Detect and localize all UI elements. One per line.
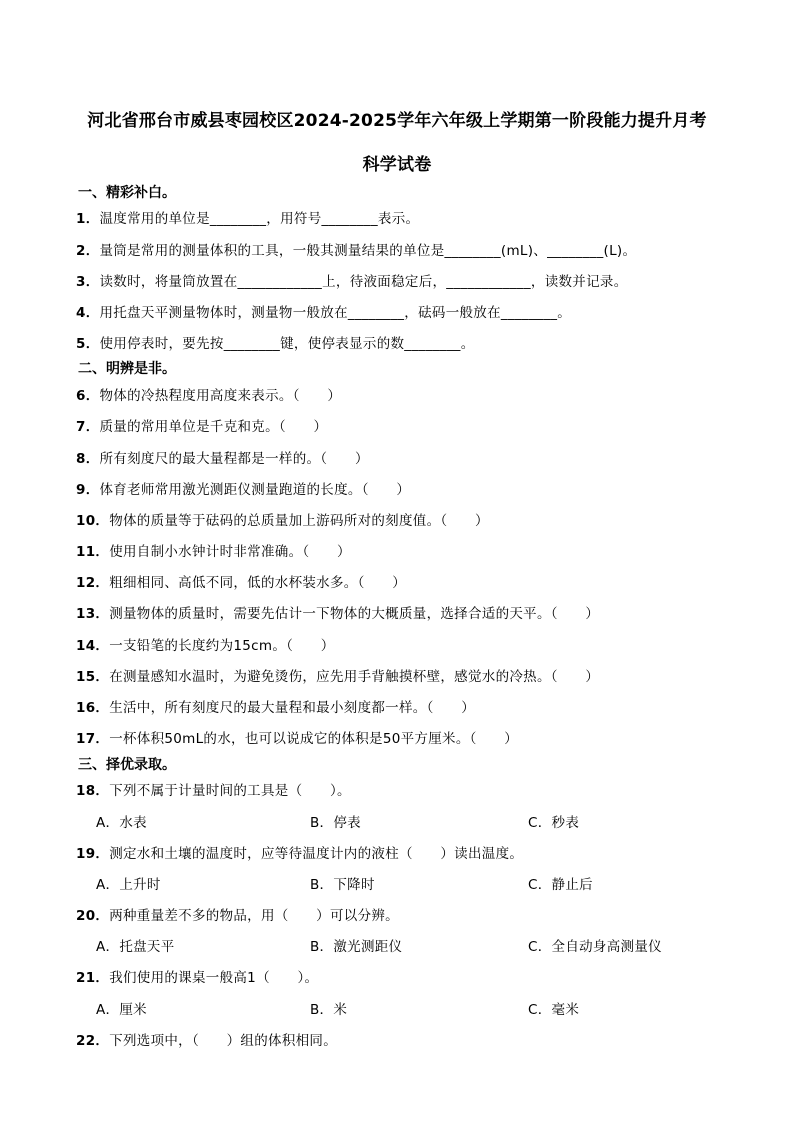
question-19 [76, 842, 523, 862]
option-b: B．米 [310, 1002, 348, 1018]
question-22 [76, 1029, 337, 1049]
question-number: 22． [76, 1033, 110, 1049]
question-text: 体育老师常用激光测距仪测量跑道的长度。（ ） [99, 482, 411, 498]
question-21 [76, 966, 318, 986]
question-20 [76, 904, 399, 924]
question-text: 在测量感知水温时，为避免烫伤，应先用手背触摸杯壁，感觉水的冷热。（ ） [109, 669, 600, 685]
question-number: 15． [76, 669, 110, 685]
option-c: C．毫米 [528, 1002, 580, 1018]
exam-title-line1: 河北省邢台市威县枣园校区2024-2025学年六年级上学期第一阶段能力提升月考 [87, 111, 707, 131]
section-multiple-choice-heading: 三、择优录取。 [78, 757, 176, 773]
question-number: 2． [76, 243, 100, 259]
question-12 [76, 571, 406, 591]
question-text: 使用自制小水钟计时非常准确。（ ） [109, 544, 351, 560]
question-number: 3． [76, 274, 100, 290]
question-number: 20． [76, 908, 110, 924]
question-1 [76, 207, 419, 227]
question-10 [76, 509, 489, 529]
question-text: 一杯体积50mL的水，也可以说成它的体积是50平方厘米。（ ） [109, 731, 519, 747]
question-13 [76, 602, 599, 622]
option-a: A．托盘天平 [96, 939, 175, 955]
question-number: 4． [76, 305, 100, 321]
question-7 [76, 415, 327, 435]
question-3 [76, 270, 628, 290]
option-a: A．上升时 [96, 877, 161, 893]
question-text: 下列选项中，（ ）组的体积相同。 [109, 1033, 338, 1049]
question-number: 17． [76, 731, 110, 747]
question-number: 6． [76, 388, 100, 404]
option-c: C．全自动身高测量仪 [528, 939, 662, 955]
question-text: 一支铅笔的长度约为15cm。（ ） [109, 638, 335, 654]
option-c: C．静止后 [528, 877, 593, 893]
question-number: 7． [76, 419, 100, 435]
question-2 [76, 239, 636, 259]
question-15 [76, 665, 599, 685]
question-text: 量筒是常用的测量体积的工具，一般其测量结果的单位是________(mL)、________(L)。 [99, 243, 637, 259]
exam-title-line2: 科学试卷 [362, 155, 432, 175]
question-text: 测量物体的质量时，需要先估计一下物体的大概质量，选择合适的天平。（ ） [109, 606, 600, 622]
question-8 [76, 447, 369, 467]
question-number: 8． [76, 451, 100, 467]
question-4 [76, 301, 571, 321]
option-c: C．秒表 [528, 815, 580, 831]
question-text: 两种重量差不多的物品，用（ ）可以分辨。 [109, 908, 399, 924]
question-number: 19． [76, 846, 110, 862]
option-b: B．下降时 [310, 877, 375, 893]
section-true-false-heading: 二、明辨是非。 [78, 361, 176, 377]
question-16 [76, 696, 475, 716]
option-b: B．激光测距仪 [310, 939, 403, 955]
question-text: 下列不属于计量时间的工具是（ ）。 [109, 783, 351, 799]
question-number: 16． [76, 700, 110, 716]
question-18 [76, 779, 351, 799]
question-text: 我们使用的课桌一般高1（ ）。 [109, 970, 319, 986]
question-number: 11． [76, 544, 110, 560]
question-9 [76, 478, 410, 498]
question-text: 所有刻度尺的最大量程都是一样的。（ ） [99, 451, 369, 467]
question-number: 9． [76, 482, 100, 498]
question-text: 粗细相同、高低不同，低的水杯装水多。（ ） [109, 575, 407, 591]
question-text: 生活中，所有刻度尺的最大量程和最小刻度都一样。（ ） [109, 700, 476, 716]
question-text: 用托盘天平测量物体时，测量物一般放在________，砝码一般放在________。 [99, 305, 572, 321]
question-text: 读数时，将量筒放置在____________上，待液面稳定后，____________，读数并记录。 [99, 274, 628, 290]
question-text: 质量的常用单位是千克和克。（ ） [99, 419, 328, 435]
question-6 [76, 384, 341, 404]
question-11 [76, 540, 351, 560]
question-number: 5． [76, 336, 100, 352]
option-a: A．厘米 [96, 1002, 147, 1018]
question-number: 1． [76, 211, 100, 227]
option-b: B．停表 [310, 815, 361, 831]
question-number: 13． [76, 606, 110, 622]
question-text: 测定水和土壤的温度时，应等待温度计内的液柱（ ）读出温度。 [109, 846, 524, 862]
question-number: 21． [76, 970, 110, 986]
question-5 [76, 332, 475, 352]
question-14 [76, 634, 335, 654]
question-text: 温度常用的单位是________，用符号________表示。 [99, 211, 420, 227]
question-17 [76, 727, 518, 747]
section-fill-blank-heading: 一、精彩补白。 [78, 185, 176, 201]
question-text: 物体的质量等于砝码的总质量加上游码所对的刻度值。（ ） [109, 513, 489, 529]
question-text: 物体的冷热程度用高度来表示。（ ） [99, 388, 342, 404]
option-a: A．水表 [96, 815, 147, 831]
question-text: 使用停表时，要先按________键，使停表显示的数________。 [99, 336, 475, 352]
question-number: 10． [76, 513, 110, 529]
question-number: 18． [76, 783, 110, 799]
question-number: 14． [76, 638, 110, 654]
question-number: 12． [76, 575, 110, 591]
